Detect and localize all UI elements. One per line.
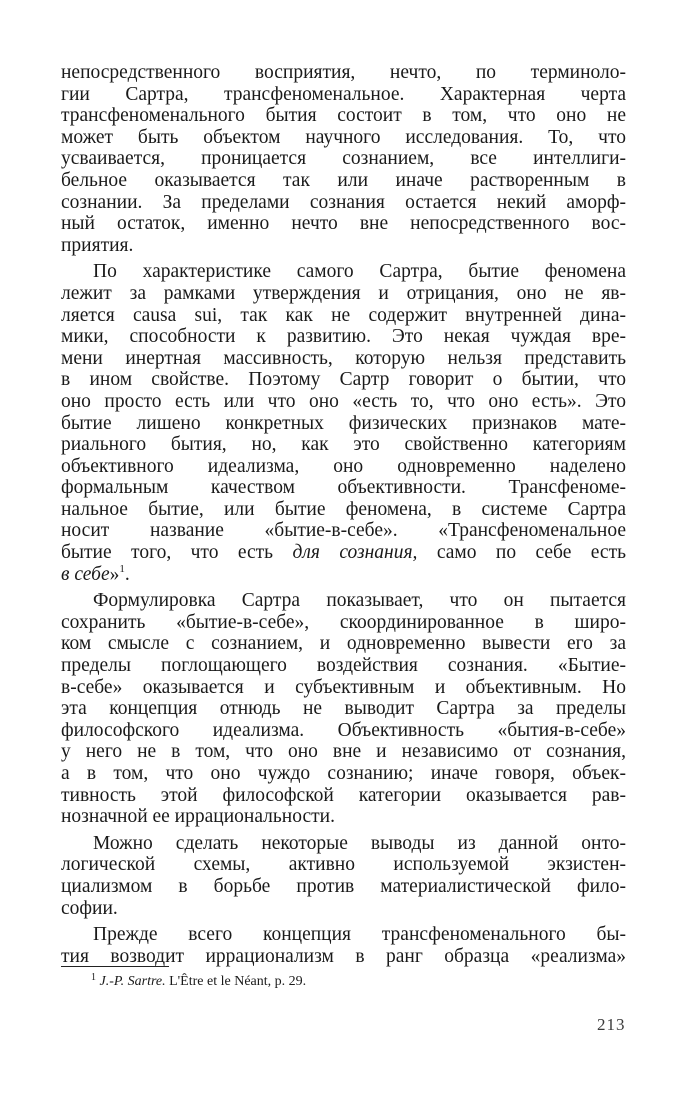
text-line: гии Сартра, трансфеноменальное. Характерная черта — [61, 83, 626, 105]
text-line: бельное оказывается так или иначе растворенным в — [61, 169, 626, 191]
text-line: По характеристике самого Сартра, бытие феномена — [93, 261, 626, 283]
footnote-reference[interactable]: 1 — [119, 562, 125, 575]
text-line: риального бытия, но, как это свойственно категориям — [61, 434, 626, 456]
text-run: » — [109, 563, 120, 585]
text-run: . — [124, 563, 130, 585]
text-line: а в том, что оно чуждо сознанию; иначе говоря, объек- — [61, 763, 626, 784]
text-line: трансфеноменального бытия состоит в том, что оно не — [61, 105, 626, 127]
text-line: нозначной ее иррациональности. — [61, 806, 335, 828]
text-line: непосредственного восприятия, нечто, по терминоло- — [61, 62, 626, 83]
paragraph-3 — [61, 590, 626, 828]
paragraph-1 — [61, 62, 626, 256]
text-line: мики, способности к развитию. Это некая чуждая вре- — [61, 326, 626, 348]
text-line: ляется causa sui, так как не содержит внутренней дина- — [61, 304, 626, 326]
footnote-text: L'Être et le Néant, p. 29. — [165, 974, 307, 989]
text-line: сохранить «бытие-в-себе», скоординированное в широ- — [61, 611, 626, 633]
text-line: оно просто есть или что оно «есть то, что оно есть». Это — [61, 390, 626, 412]
text-line: пределы поглощающего воздействия сознания. «Бытие- — [61, 655, 626, 677]
paragraph-4 — [61, 833, 626, 919]
text-line — [61, 542, 626, 564]
text-line: бытие лишено конкретных физических признаков мате- — [61, 412, 626, 434]
text-line: Прежде всего концепция трансфеноменального бы- — [93, 924, 626, 946]
text-line: усваивается, проницается сознанием, все интеллиги- — [61, 148, 626, 170]
footnote-divider — [61, 966, 169, 967]
text-line: носит название «бытие-в-себе». «Трансфеноменальное — [61, 520, 626, 542]
page-number: 213 — [597, 1015, 626, 1034]
text-line: логической схемы, активно используемой экзистен- — [61, 854, 626, 876]
text-line: Можно сделать некоторые выводы из данной онто- — [93, 832, 626, 854]
text-line: может быть объектом научного исследования. То, что — [61, 126, 626, 148]
paragraph-2 — [61, 261, 626, 585]
text-line: в ином свойстве. Поэтому Сартр говорит о бытии, что — [61, 369, 626, 391]
text-line: Формулировка Сартра показывает, что он пытается — [93, 590, 626, 612]
text-line: объективного идеализма, оно одновременно наделено — [61, 455, 626, 477]
text-line — [61, 564, 626, 586]
text-line: философского идеализма. Объективность «бытия-в-себе» — [61, 719, 626, 741]
text-line: эта концепция отнюдь не выводит Сартра за пределы — [61, 698, 626, 720]
text-line: нальное бытие, или бытие феномена, в системе Сартра — [61, 498, 626, 520]
text-line: ком смысле с сознанием, и одновременно вывести его за — [61, 633, 626, 655]
text-line: тия возводит иррационализм в ранг образца «реализма» — [61, 945, 626, 967]
emphasis-text: в себе — [61, 563, 110, 585]
text-run: бытие того, что есть — [61, 542, 293, 564]
text-line: формальным качеством объективности. Трансфеноме- — [61, 477, 626, 499]
text-line: тивность этой философской категории оказывается рав- — [61, 784, 626, 806]
text-line: приятия. — [61, 234, 134, 256]
page-body — [61, 62, 626, 967]
text-line: мени инертная массивность, которую нельзя представить — [61, 347, 626, 369]
text-line: ный остаток, именно нечто вне непосредственного вос- — [61, 213, 626, 235]
footnote-author: J.-P. Sartre. — [99, 974, 166, 989]
footnote-marker: 1 — [91, 972, 96, 983]
text-line: софии. — [61, 897, 118, 919]
text-line: циализмом в борьбе против материалистической фило- — [61, 875, 626, 897]
text-line: в-себе» оказывается и субъективным и объективным. Но — [61, 676, 626, 698]
text-line: лежит за рамками утверждения и отрицания, оно не яв- — [61, 282, 626, 304]
text-run: само по себе есть — [417, 542, 626, 564]
footnote — [91, 973, 306, 991]
paragraph-5 — [61, 924, 626, 967]
text-line: сознании. За пределами сознания остается некий аморф- — [61, 191, 626, 213]
emphasis-text: для сознания, — [292, 542, 418, 564]
text-line: у него не в том, что оно вне и независимо от сознания, — [61, 741, 626, 763]
